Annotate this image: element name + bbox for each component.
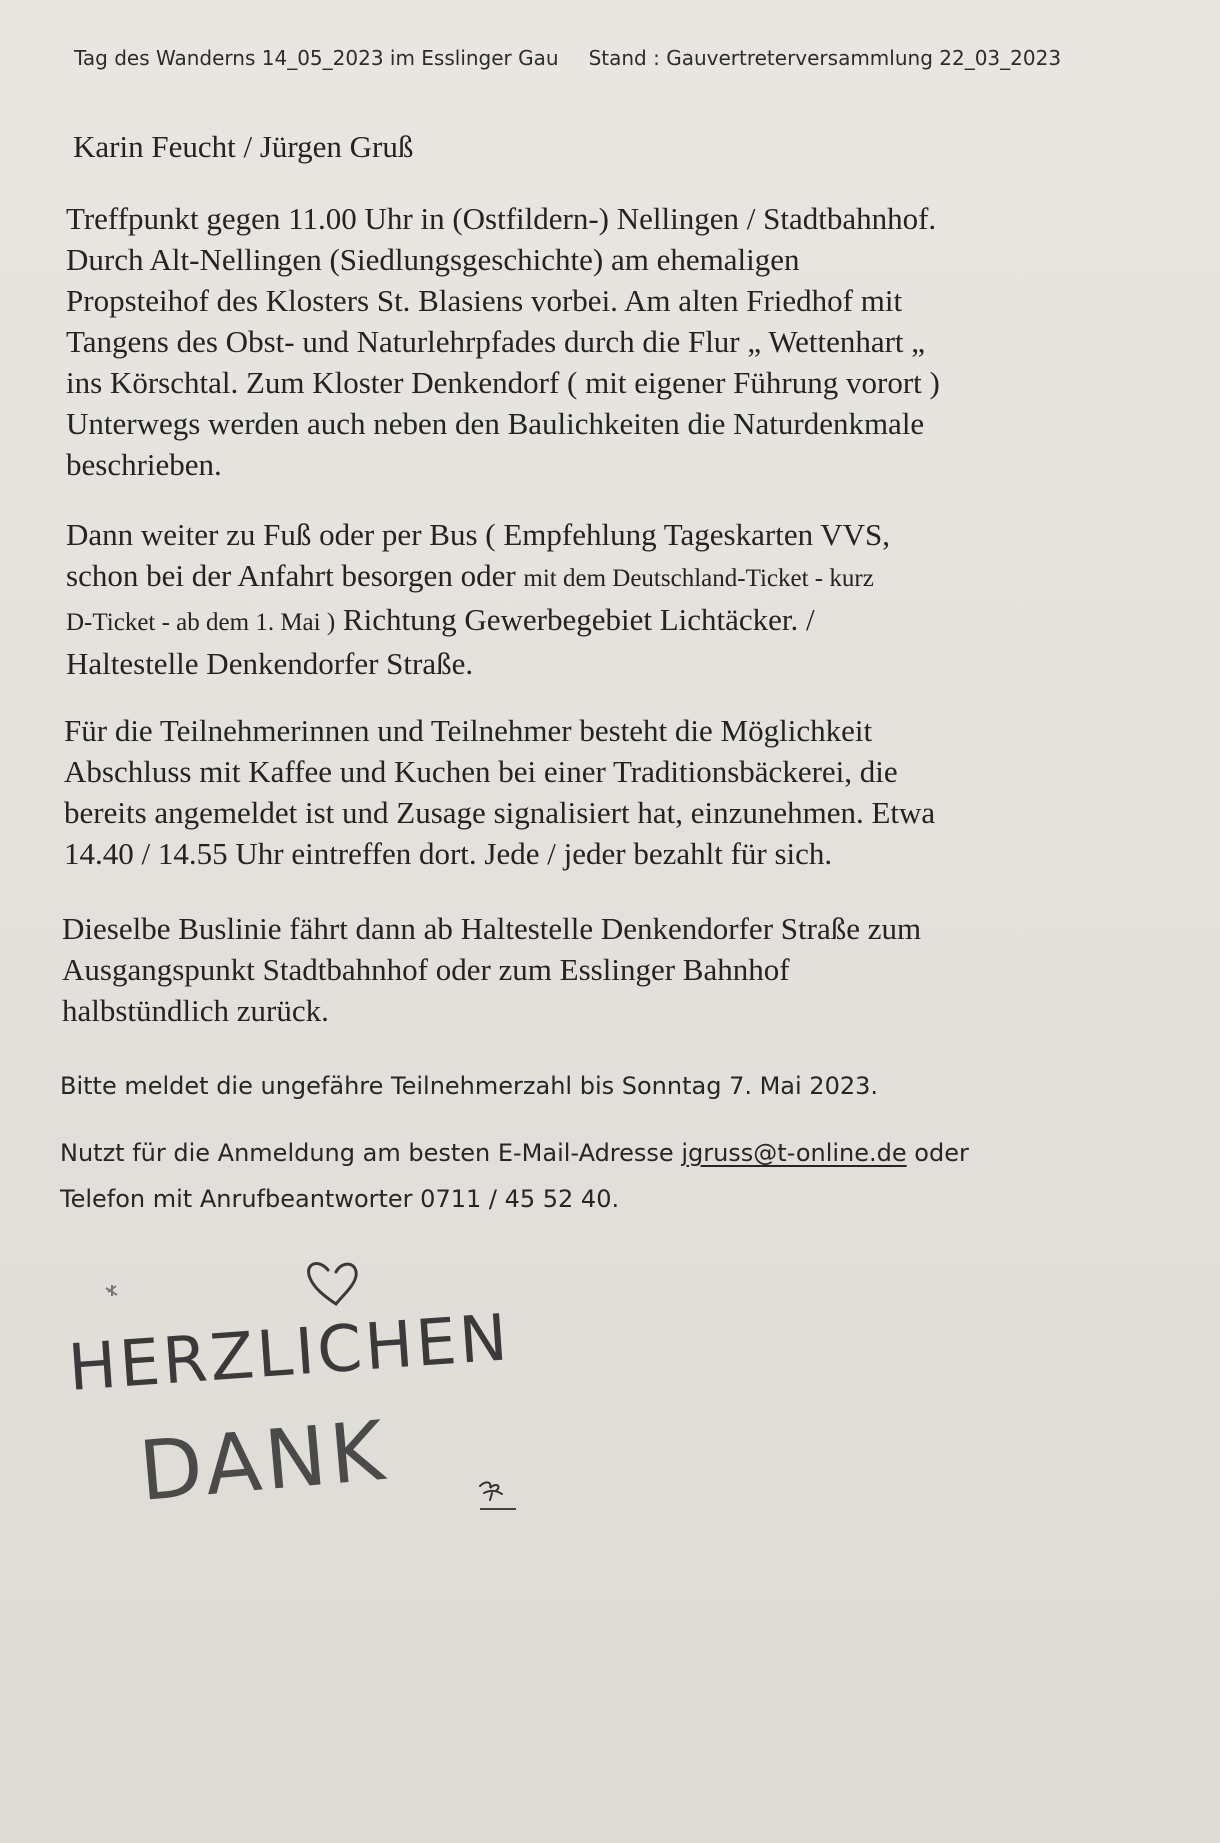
authors: Karin Feucht / Jürgen Gruß	[73, 129, 414, 164]
paragraph-cafe	[64, 710, 1174, 874]
text-line: Durch Alt-Nellingen (Siedlungsgeschichte) am ehemaligen	[66, 242, 800, 277]
text-segment: schon bei der Anfahrt besorgen oder	[66, 558, 524, 593]
greeting-line-1: HERZLICHEN	[65, 1301, 513, 1406]
text-line	[66, 555, 1176, 599]
ticket-note: D-Ticket - ab dem 1. Mai )	[66, 609, 336, 636]
email-link[interactable]: jgruss@t-online.de	[681, 1139, 907, 1167]
text-line: Dann weiter zu Fuß oder per Bus ( Empfehlung Tageskarten VVS,	[66, 517, 891, 552]
paragraph-transport	[66, 514, 1176, 684]
handwritten-thanks	[60, 1250, 560, 1540]
document-status: Stand : Gauvertreterversammlung 22_03_2023	[588, 46, 1062, 70]
text-line: Dieselbe Buslinie fährt dann ab Haltestelle Denkendorfer Straße zum	[62, 911, 922, 946]
event-title: Tag des Wanderns 14_05_2023 im Esslinger Gau	[74, 46, 559, 70]
text-line	[66, 599, 1176, 643]
paragraph-meeting-point	[66, 198, 1176, 485]
greeting-line-2: DANK	[135, 1403, 392, 1520]
registration-note: Bitte meldet die ungefähre Teilnehmerzahl bis Sonntag 7. Mai 2023.	[60, 1072, 879, 1100]
text-line: Haltestelle Denkendorfer Straße.	[66, 646, 474, 681]
text-line: ins Körschtal. Zum Kloster Denkendorf ( mit eigener Führung vorort )	[66, 365, 940, 400]
sparkle-icon	[106, 1285, 117, 1296]
text-line: beschrieben.	[66, 447, 222, 482]
text-line: 14.40 / 14.55 Uhr eintreffen dort. Jede / jeder bezahlt für sich.	[64, 836, 833, 871]
paragraph-return	[62, 908, 1172, 1031]
contact-info	[60, 1130, 969, 1222]
text-line: Ausgangspunkt Stadtbahnhof oder zum Esslinger Bahnhof	[62, 952, 790, 987]
contact-prefix: Nutzt für die Anmeldung am besten E-Mail-Adresse	[60, 1139, 682, 1167]
contact-suffix: oder	[906, 1139, 969, 1167]
text-line: bereits angemeldet ist und Zusage signalisiert hat, einzunehmen. Etwa	[64, 795, 936, 830]
phone-line: Telefon mit Anrufbeantworter 0711 / 45 52 40.	[60, 1185, 620, 1213]
text-line: Für die Teilnehmerinnen und Teilnehmer besteht die Möglichkeit	[64, 713, 873, 748]
text-line: Propsteihof des Klosters St. Blasiens vorbei. Am alten Friedhof mit	[66, 283, 903, 318]
text-segment: Richtung Gewerbegebiet Lichtäcker. /	[335, 602, 815, 637]
text-line: Abschluss mit Kaffee und Kuchen bei einer Traditionsbäckerei, die	[64, 754, 898, 789]
ticket-note: mit dem Deutschland-Ticket - kurz	[523, 565, 874, 592]
text-line: Unterwegs werden auch neben den Baulichkeiten die Naturdenkmale	[66, 406, 925, 441]
text-line: Tangens des Obst- und Naturlehrpfades durch die Flur „ Wettenhart „	[66, 324, 926, 359]
document-header	[74, 46, 1174, 70]
text-line: Treffpunkt gegen 11.00 Uhr in (Ostfildern-) Nellingen / Stadtbahnhof.	[66, 201, 937, 236]
bee-icon	[480, 1482, 502, 1500]
heart-icon	[309, 1264, 357, 1304]
text-line: halbstündlich zurück.	[62, 993, 329, 1028]
